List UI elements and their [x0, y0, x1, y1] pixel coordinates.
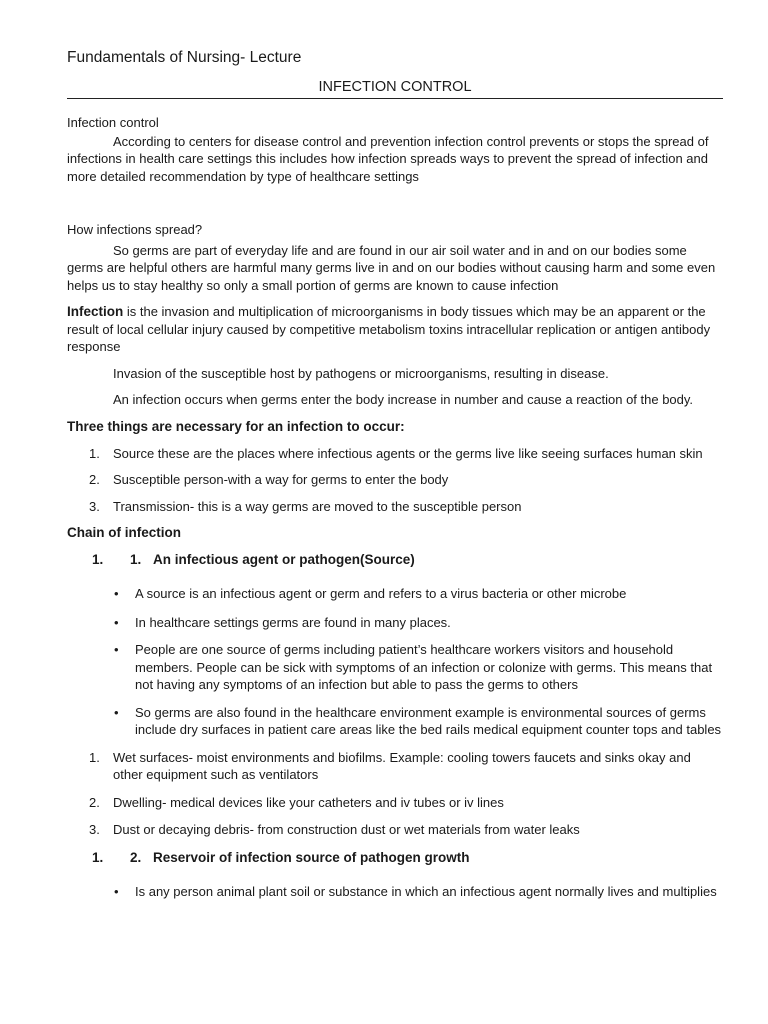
list-marker: 3. [89, 822, 100, 837]
bullet-item [67, 641, 723, 694]
spread-label: How infections spread? [67, 222, 203, 237]
list-item-text: Transmission- this is a way germs are moved to the susceptible person [113, 498, 522, 514]
environment-list [67, 749, 723, 839]
list-item-text: Susceptible person-with a way for germs to enter the body [113, 472, 449, 487]
list-item-text: An infectious agent or pathogen(Source) [153, 552, 415, 567]
list-item [67, 498, 723, 516]
list-item [67, 821, 723, 839]
reservoir-bullets [67, 883, 723, 901]
intro-paragraph: According to centers for disease control and prevention infection control prevents or stops the spread of infections in health care settings this includes how infection spreads ways to prevent the spread of infection and more detailed recommendation by type of healthcare settings [67, 133, 709, 184]
bullet-item [67, 585, 723, 603]
bullet-text: People are one source of germs including patient’s healthcare workers visitors and household members. People can be sick with symptoms of an infection or colonize with germs. This means that not having any symptoms of an infection but able to pass the germs to others [135, 642, 713, 692]
list-marker: 1. 2. [130, 849, 142, 865]
bullet-item [67, 883, 723, 901]
list-item-text: Dwelling- medical devices like your catheters and iv tubes or iv lines [113, 794, 504, 810]
bullet-marker: • [114, 642, 119, 657]
list-item [107, 849, 723, 867]
chain-item-1 [67, 551, 723, 569]
spread-paragraph: So germs are part of everyday life and are found in our air soil water and in and on our bodies some germs are helpful others are harmful many germs live in and on our bodies without causing harm and some even helps us to stay healthy so only a small portion of germs are known to cause infection [67, 242, 716, 293]
infection-definition [67, 303, 723, 356]
list-marker: 2. [89, 472, 100, 487]
source-bullets [67, 585, 723, 739]
invasion-paragraph: Invasion of the susceptible host by pathogens or microorganisms, resulting in disease. [113, 365, 609, 381]
bullet-item [67, 704, 723, 739]
intro-label: Infection control [67, 115, 159, 130]
list-item-text: Source these are the places where infectious agents or the germs live like seeing surfaces human skin [113, 445, 703, 461]
definition-text: is the invasion and multiplication of microorganisms in body tissues which may be an apparent or the result of local cellular injury caused by competitive metabolism toxins intracellular replication or antigen antibody response [67, 304, 711, 354]
bullet-marker: • [114, 586, 119, 601]
bullet-marker: • [114, 883, 119, 899]
bullet-marker: • [114, 614, 119, 630]
chain-heading: Chain of infection [67, 525, 181, 540]
bullet-text: A source is an infectious agent or germ and refers to a virus bacteria or other microbe [135, 586, 627, 601]
definition-term: Infection [67, 304, 124, 319]
list-marker: 1. [89, 749, 100, 765]
list-marker: 1. 1. [130, 552, 142, 567]
course-title: Fundamentals of Nursing- Lecture [67, 49, 302, 66]
list-item [107, 551, 723, 569]
list-item-text: Reservoir of infection source of pathogen growth [153, 849, 470, 865]
three-things-list [67, 445, 723, 516]
list-item [67, 749, 723, 784]
list-item-text: Wet surfaces- moist environments and biofilms. Example: cooling towers faucets and sinks okay and other equipment such as ventilators [113, 749, 691, 782]
bullet-text: So germs are also found in the healthcare environment example is environmental sources of germs include dry surfaces in patient care areas like the bed rails medical equipment counter tops and tables [135, 704, 722, 737]
list-item [67, 471, 723, 489]
list-item [67, 794, 723, 812]
three-things-heading: Three things are necessary for an infection to occur: [67, 418, 405, 434]
list-item-text: Dust or decaying debris- from construction dust or wet materials from water leaks [113, 822, 580, 837]
document-title: INFECTION CONTROL [67, 78, 723, 99]
list-marker: 2. [89, 794, 100, 810]
bullet-text: In healthcare settings germs are found in many places. [135, 614, 451, 630]
occurrence-paragraph: An infection occurs when germs enter the body increase in number and cause a reaction of the body. [113, 392, 694, 407]
list-marker: 3. [89, 498, 100, 514]
list-item [67, 445, 723, 463]
bullet-text: Is any person animal plant soil or substance in which an infectious agent normally lives and multiplies [135, 883, 717, 899]
bullet-item [67, 614, 723, 632]
list-marker: 1. [89, 445, 100, 461]
chain-item-2 [67, 849, 723, 867]
document-page [67, 48, 723, 900]
bullet-marker: • [114, 704, 119, 720]
